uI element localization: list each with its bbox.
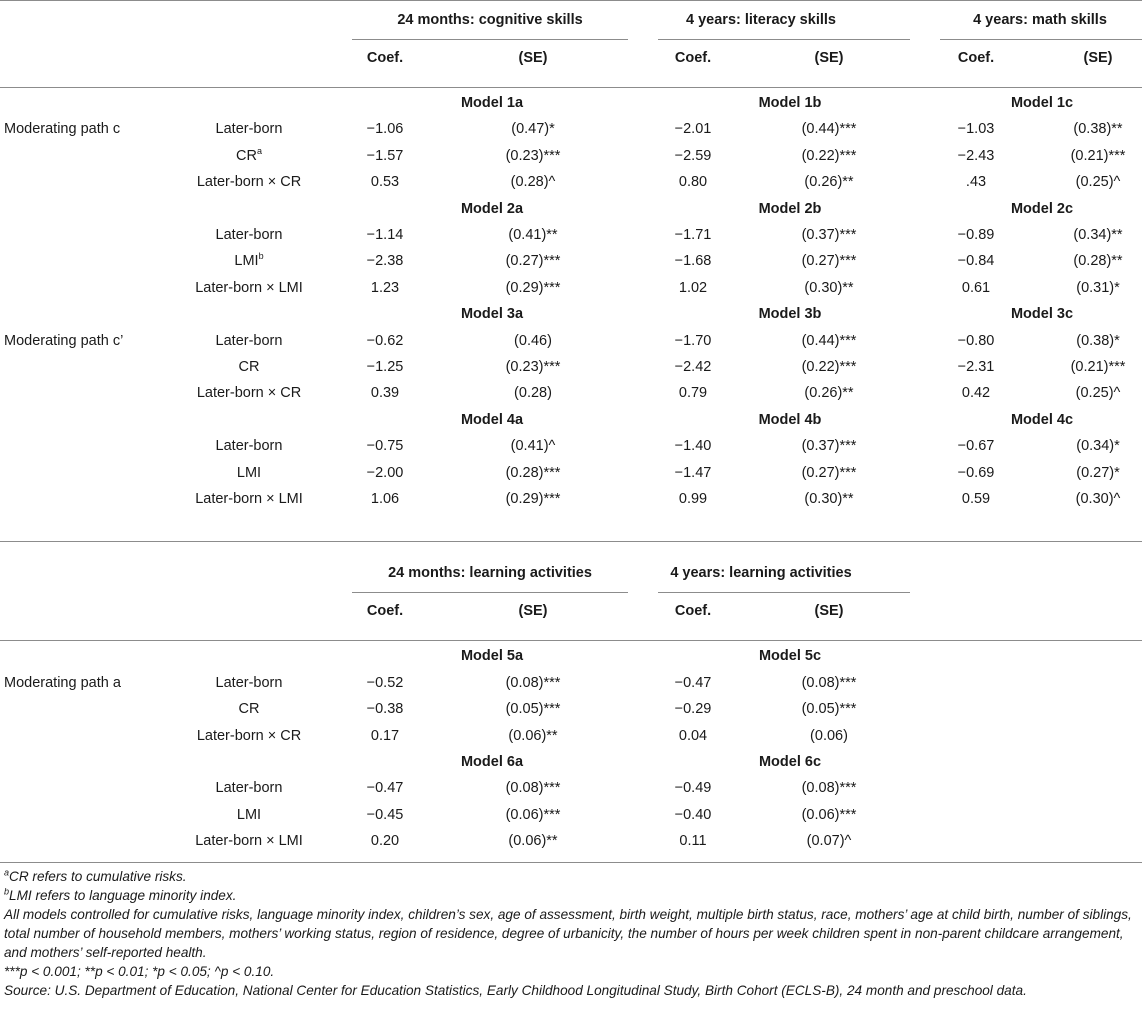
row-label-text: LMI xyxy=(236,464,262,481)
se-cell: (0.22)*** xyxy=(801,359,857,375)
footnote-controls: All models controlled for cumulative risks, language minority index, children’s sex, age of assessment, birth weight, multiple birth status, race, mothers’ age at child birth, number of siblings, total number of household members, mothers’ working status, region of residence, degree of urbanicity, the number of hours per week children spent in non-parent childcare arrangement, and mothers’ self-reported health. xyxy=(4,907,1132,960)
se-cell: (0.08)*** xyxy=(505,780,561,797)
row-label-text: Later-born × CR xyxy=(196,174,302,191)
model-label: Model 3b xyxy=(758,306,822,323)
row-label-text: CR xyxy=(238,701,260,718)
coef-cell: −1.06 xyxy=(366,121,404,138)
row-label xyxy=(216,121,283,137)
se-cell: (0.29)*** xyxy=(505,491,561,507)
footnote-marker: a xyxy=(256,145,262,156)
coef-cell: −2.43 xyxy=(957,147,995,164)
se-cell: (0.27)* xyxy=(1076,464,1120,481)
se-header: (SE) xyxy=(518,50,548,66)
se-cell: (0.28)^ xyxy=(510,174,556,191)
coef-cell: 0.61 xyxy=(961,279,991,296)
se-cell: (0.08)*** xyxy=(801,780,857,797)
row-label-text: Later-born xyxy=(215,438,283,455)
coef-cell: −1.71 xyxy=(674,227,712,243)
coef-cell: 1.06 xyxy=(370,491,400,507)
se-cell: (0.38)** xyxy=(1073,121,1123,138)
coef-cell: −1.03 xyxy=(957,121,995,138)
se-cell: (0.23)*** xyxy=(505,147,561,164)
coef-cell: −1.47 xyxy=(674,464,712,481)
coef-cell: 0.04 xyxy=(678,727,708,744)
coef-cell: 0.11 xyxy=(679,833,707,850)
row-label-text: Later-born xyxy=(215,674,283,691)
row-label-text: Later-born xyxy=(215,780,283,797)
coef-cell: −2.59 xyxy=(674,147,712,164)
model-label: Model 2a xyxy=(460,200,524,217)
row-label-text: LMI xyxy=(234,253,259,270)
moderating-path-label: Moderating path c xyxy=(4,121,121,138)
coef-cell: −0.52 xyxy=(366,674,404,691)
se-cell: (0.27)*** xyxy=(801,253,857,270)
coef-cell: −0.47 xyxy=(366,780,404,797)
group-underline xyxy=(352,39,628,40)
row-label xyxy=(216,333,283,349)
se-cell: (0.44)*** xyxy=(801,121,857,138)
coef-cell: −0.75 xyxy=(366,438,404,455)
column-group-header: 24 months: cognitive skills xyxy=(397,12,583,28)
se-cell: (0.27)*** xyxy=(801,464,857,481)
coef-cell: −1.57 xyxy=(366,147,404,164)
row-label-text: CR xyxy=(238,359,260,375)
model-label: Model 2b xyxy=(758,200,822,217)
column-group-header: 4 years: learning activities xyxy=(670,565,852,582)
se-header: (SE) xyxy=(1083,50,1113,66)
coef-cell: −1.68 xyxy=(674,253,712,270)
model-label: Model 1a xyxy=(460,95,524,111)
coef-cell: 0.80 xyxy=(678,174,708,191)
coef-cell: −0.67 xyxy=(957,438,995,455)
se-cell: (0.29)*** xyxy=(505,279,561,296)
row-label xyxy=(236,145,262,164)
model-label: Model 3c xyxy=(1010,306,1074,323)
moderating-path-label: Moderating path a xyxy=(4,674,121,691)
header-rule xyxy=(0,87,1142,88)
coef-cell: −1.25 xyxy=(366,359,404,375)
se-cell: (0.34)* xyxy=(1076,438,1120,455)
coef-cell: −0.38 xyxy=(366,701,404,718)
footnote-significance: ***p < 0.001; **p < 0.01; *p < 0.05; ^p < 0.10. xyxy=(4,964,275,979)
coef-cell: −1.70 xyxy=(674,332,712,349)
se-cell: (0.38)* xyxy=(1076,332,1120,349)
se-cell: (0.21)*** xyxy=(1070,359,1126,375)
coef-cell: −2.01 xyxy=(674,121,712,138)
se-cell: (0.08)*** xyxy=(505,674,561,691)
row-label xyxy=(216,227,283,243)
row-label xyxy=(237,465,261,481)
section-divider xyxy=(0,541,1142,542)
model-label: Model 1c xyxy=(1010,95,1074,111)
group-underline xyxy=(940,39,1142,40)
se-cell: (0.06)** xyxy=(508,833,558,850)
footnote-marker: b xyxy=(258,251,264,262)
footnote-source: Source: U.S. Department of Education, National Center for Education Statistics, Early Childhood Longitudinal Study, Birth Cohort (ECLS-B), 24 month and preschool data. xyxy=(4,983,1027,998)
model-label: Model 5c xyxy=(758,648,822,665)
coef-header: Coef. xyxy=(674,603,712,620)
row-label xyxy=(216,438,283,454)
coef-cell: −0.89 xyxy=(957,227,995,243)
se-cell: (0.06)*** xyxy=(801,806,857,823)
se-header: (SE) xyxy=(814,603,844,620)
row-label xyxy=(216,675,283,691)
coef-cell: −0.47 xyxy=(674,674,712,691)
coef-cell: 0.99 xyxy=(678,491,708,507)
column-group-header: 24 months: learning activities xyxy=(388,565,592,582)
se-cell: (0.28) xyxy=(514,385,552,402)
model-label: Model 6a xyxy=(460,754,524,770)
model-label: Model 6c xyxy=(758,754,822,770)
coef-cell: 0.17 xyxy=(370,727,400,744)
row-label xyxy=(237,807,261,823)
se-cell: (0.05)*** xyxy=(505,701,561,718)
coef-cell: 0.53 xyxy=(370,174,400,191)
row-label-text: Later-born × CR xyxy=(196,727,302,744)
group-underline xyxy=(658,39,910,40)
coef-cell: −0.29 xyxy=(674,701,712,718)
coef-cell: −2.00 xyxy=(366,464,404,481)
se-cell: (0.34)** xyxy=(1073,227,1123,243)
model-label: Model 3a xyxy=(460,306,524,323)
coef-header: Coef. xyxy=(366,50,404,66)
footnote-b: $^b$LMI refers to language minority index. xyxy=(4,886,237,903)
row-label-text: Later-born × LMI xyxy=(195,833,303,850)
row-label-text: Later-born xyxy=(215,227,283,243)
row-label xyxy=(197,728,301,744)
moderating-path-label: Moderating path c’ xyxy=(4,332,124,349)
row-label-text: Later-born xyxy=(215,332,283,349)
coef-cell: −0.40 xyxy=(674,806,712,823)
se-cell: (0.30)** xyxy=(804,491,854,507)
coef-cell: 1.23 xyxy=(370,279,400,296)
se-cell: (0.06)** xyxy=(508,727,558,744)
row-label xyxy=(195,280,303,296)
top-rule xyxy=(0,0,1142,1)
se-cell: (0.41)^ xyxy=(510,438,556,455)
row-label-text: Later-born × LMI xyxy=(195,491,303,507)
coef-header: Coef. xyxy=(366,603,404,620)
se-cell: (0.31)* xyxy=(1076,279,1120,296)
model-label: Model 4b xyxy=(758,411,822,428)
se-cell: (0.37)*** xyxy=(801,227,857,243)
coef-cell: 0.42 xyxy=(961,385,991,402)
group-underline xyxy=(658,592,910,593)
row-label xyxy=(234,253,263,269)
coef-cell: −0.62 xyxy=(366,332,404,349)
model-label: Model 2c xyxy=(1010,200,1074,217)
coef-cell: −0.45 xyxy=(366,806,404,823)
se-cell: (0.26)** xyxy=(804,385,854,402)
se-header: (SE) xyxy=(814,50,844,66)
coef-cell: −0.80 xyxy=(957,332,995,349)
row-label xyxy=(197,174,301,190)
coef-cell: −2.38 xyxy=(366,253,404,270)
row-label xyxy=(195,833,303,849)
coef-header: Coef. xyxy=(674,50,712,66)
coef-header: Coef. xyxy=(957,50,995,66)
se-cell: (0.08)*** xyxy=(801,674,857,691)
footnote-a: $^a$CR refers to cumulative risks. xyxy=(4,867,187,884)
model-label: Model 1b xyxy=(758,95,822,111)
se-cell: (0.27)*** xyxy=(505,253,561,270)
se-cell: (0.44)*** xyxy=(801,332,857,349)
se-cell: (0.30)^ xyxy=(1075,491,1121,507)
coef-cell: 0.39 xyxy=(370,385,400,402)
se-cell: (0.22)*** xyxy=(801,147,857,164)
se-cell: (0.06) xyxy=(810,727,848,744)
se-cell: (0.23)*** xyxy=(505,359,561,375)
coef-cell: 0.59 xyxy=(961,491,991,507)
se-cell: (0.25)^ xyxy=(1075,174,1121,191)
row-label-text: Later-born × CR xyxy=(196,385,302,402)
row-label xyxy=(216,780,283,796)
coef-cell: −0.69 xyxy=(957,464,995,481)
row-label-text: Later-born xyxy=(215,121,283,138)
coef-cell: −2.31 xyxy=(957,359,995,375)
row-label xyxy=(239,359,260,375)
coef-cell: −1.14 xyxy=(366,227,404,243)
column-group-header: 4 years: literacy skills xyxy=(686,12,836,28)
se-cell: (0.47)* xyxy=(511,121,555,138)
coef-cell: 1.02 xyxy=(678,279,708,296)
coef-cell: −2.42 xyxy=(674,359,712,375)
coef-cell: .43 xyxy=(965,174,987,191)
table-footnotes xyxy=(4,867,1144,1000)
group-underline xyxy=(352,592,628,593)
header-rule xyxy=(0,640,1142,641)
se-cell: (0.25)^ xyxy=(1075,385,1121,402)
coef-cell: −0.49 xyxy=(674,780,712,797)
se-header: (SE) xyxy=(518,603,548,620)
column-group-header: 4 years: math skills xyxy=(973,12,1107,28)
coef-cell: −1.40 xyxy=(674,438,712,455)
se-cell: (0.06)*** xyxy=(505,806,561,823)
row-label xyxy=(197,385,301,401)
se-cell: (0.37)*** xyxy=(801,438,857,455)
bottom-rule xyxy=(0,862,1142,863)
model-label: Model 4c xyxy=(1010,411,1074,428)
se-cell: (0.28)** xyxy=(1073,253,1123,270)
row-label-text: LMI xyxy=(236,806,262,823)
row-label-text: Later-born × LMI xyxy=(195,279,303,296)
se-cell: (0.46) xyxy=(514,332,552,349)
row-label xyxy=(239,701,260,717)
se-cell: (0.28)*** xyxy=(505,464,561,481)
model-label: Model 4a xyxy=(460,411,524,428)
se-cell: (0.05)*** xyxy=(801,701,857,718)
se-cell: (0.21)*** xyxy=(1070,147,1126,164)
row-label xyxy=(195,491,303,507)
se-cell: (0.26)** xyxy=(804,174,854,191)
model-label: Model 5a xyxy=(460,648,524,665)
se-cell: (0.30)** xyxy=(804,279,854,296)
se-cell: (0.07)^ xyxy=(806,833,852,850)
coef-cell: −0.84 xyxy=(957,253,995,270)
row-label-text: CR xyxy=(236,147,257,164)
se-cell: (0.41)** xyxy=(508,227,558,243)
coef-cell: 0.79 xyxy=(678,385,708,402)
coef-cell: 0.20 xyxy=(370,833,400,850)
